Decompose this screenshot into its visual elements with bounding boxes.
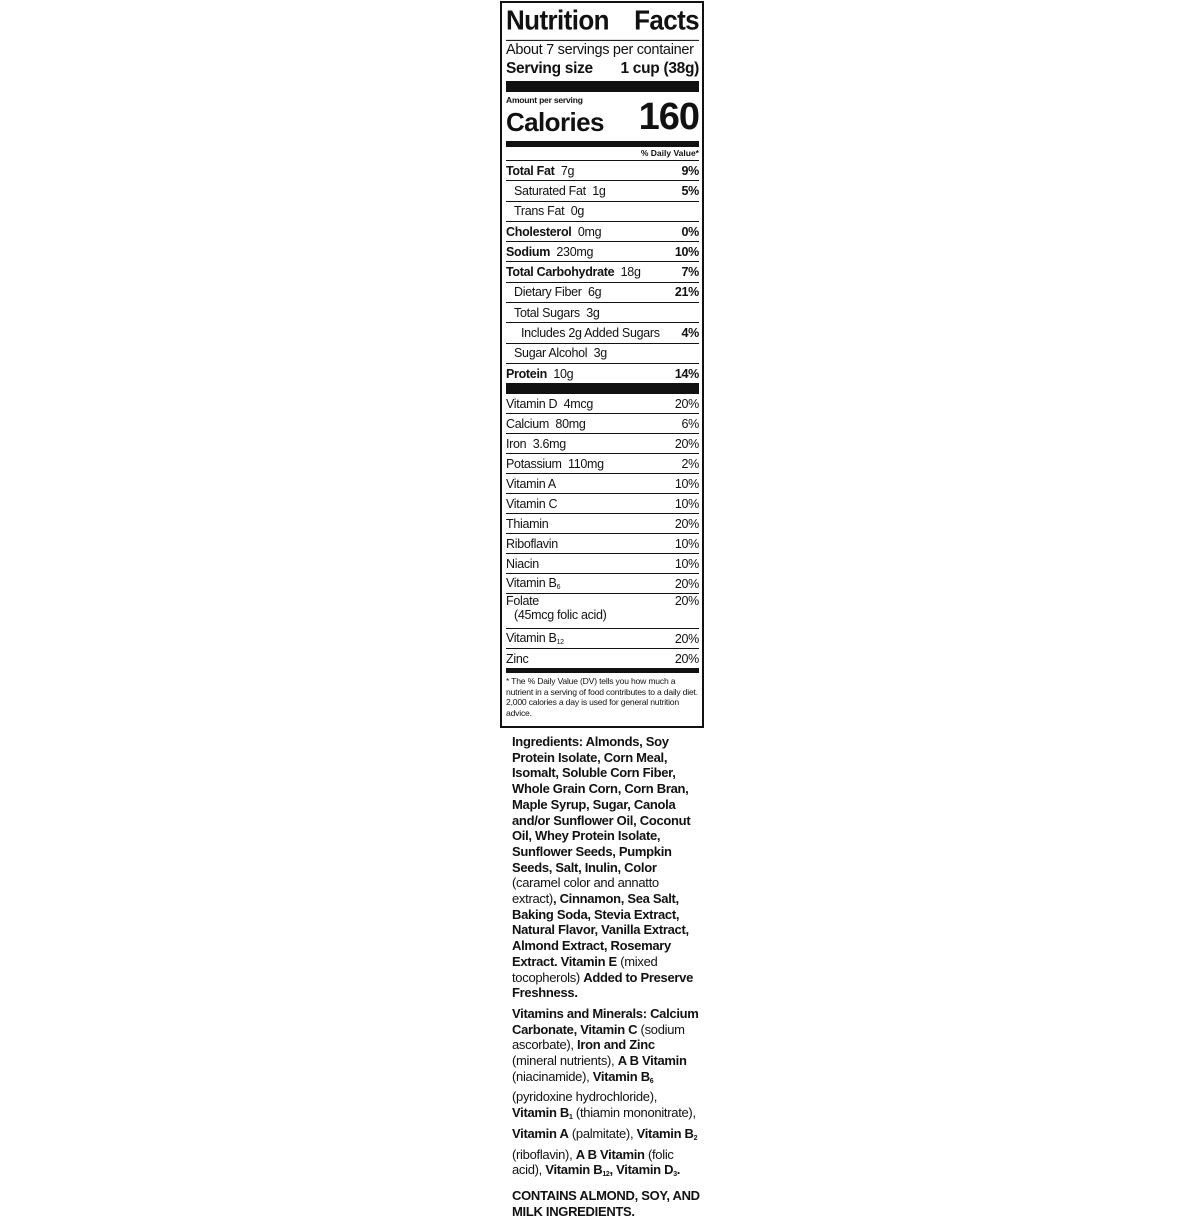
vitamin-label: Vitamin B — [506, 631, 557, 646]
ingredient-text: A B Vitamin — [617, 1053, 687, 1069]
footnote: * The % Daily Value (DV) tells you how much a nutrient in a serving of food contributes to a daily diet. 2,000 calories a day is used for general nutrition advice. — [506, 676, 698, 718]
ingredient-text: . — [676, 1162, 681, 1178]
nutrient-name — [506, 245, 593, 259]
vitamin-daily-value: 20% — [674, 631, 699, 646]
vitamin-subscript: 6 — [556, 584, 561, 592]
ingredient-text: (palmitate), — [568, 1125, 637, 1141]
vitamin-daily-value: 20% — [674, 516, 699, 531]
vitamin-name — [506, 437, 566, 451]
ingredient-text: (folic acid), — [512, 1146, 674, 1178]
ingredients-panel — [512, 734, 702, 1224]
vitamin-row — [506, 594, 699, 629]
vitamin-name — [506, 517, 548, 531]
ingredient-text: Vitamin B — [636, 1125, 694, 1141]
vitamin-daily-value: 6% — [681, 416, 699, 431]
ingredient-text: A B Vitamin — [575, 1146, 645, 1162]
nutrient-amount: 0g — [570, 204, 584, 219]
ingredient-text: (mineral nutrients), — [512, 1053, 618, 1069]
vitamin-label: Thiamin — [506, 516, 549, 531]
nutrient-list — [506, 161, 699, 383]
nutrient-row — [506, 344, 699, 364]
nutrient-row — [506, 262, 699, 282]
vitamins-minerals-list — [512, 1006, 702, 1183]
end-divider — [506, 668, 699, 673]
vitamin-name — [506, 497, 557, 511]
serving-size-label: Serving size — [506, 60, 593, 77]
nutrient-row — [506, 364, 699, 383]
vitamin-daily-value: 10% — [674, 556, 699, 571]
serving-size-value: 1 cup (38g) — [620, 60, 699, 77]
ingredient-text: (mixed tocopherols) — [512, 953, 658, 985]
vitamin-daily-value: 10% — [674, 496, 699, 511]
vitamin-daily-value: 20% — [674, 436, 699, 451]
nutrient-row — [506, 283, 699, 303]
vitamin-label: Riboflavin — [506, 536, 558, 551]
vitamin-daily-value: 20% — [674, 396, 699, 411]
ingredient-text: Ingredients: Almonds, Soy Protein Isolate, Corn Meal, Isomalt, Soluble Corn Fiber, Whole Grain Corn, Corn Bran, Maple Syrup, Sugar, Canola and/or Sunflower Oil, Coconut Oil, Whey Protein Isolate, Sunflower Seeds, Pumpkin Seeds, Salt, Inulin, Color — [512, 734, 691, 875]
vitamin-label: Vitamin C — [506, 496, 558, 511]
nutrient-row — [506, 303, 699, 323]
nutrient-name — [506, 346, 607, 360]
vitamin-row — [506, 629, 699, 649]
vitamin-name — [506, 397, 593, 411]
vitamin-name — [506, 594, 607, 622]
vitamin-label: Folate — [506, 594, 539, 609]
servings-per-container: About 7 servings per container — [506, 42, 694, 58]
daily-value-header: % Daily Value* — [506, 147, 699, 161]
ingredient-text: , Cinnamon, Sea Salt, Baking Soda, Stevia Extract, Natural Flavor, Vanilla Extract, Almond Extract, Rosemary Extract. Vitamin E — [512, 891, 689, 969]
ingredient-text: Vitamin B — [512, 1105, 570, 1121]
nutrient-row — [506, 202, 699, 222]
vitamin-label: Vitamin A — [506, 476, 556, 491]
serving-size-row — [506, 59, 699, 78]
vitamin-list — [506, 394, 699, 668]
nutrient-amount: 10g — [553, 366, 574, 381]
vitamin-row — [506, 534, 699, 554]
nutrient-amount: 7g — [560, 163, 575, 178]
nutrient-label: Protein — [506, 366, 547, 381]
vitamin-row — [506, 514, 699, 534]
vitamin-row — [506, 649, 699, 668]
ingredient-text: (pyridoxine hydrochloride), — [512, 1089, 658, 1105]
vitamin-note: (45mcg folic acid) — [514, 608, 607, 623]
calories-label: Calories — [506, 107, 604, 137]
label-title-left: Nutrition — [506, 4, 609, 36]
ingredients-list — [512, 734, 702, 1001]
vitamin-label: Zinc — [506, 651, 529, 666]
vitamin-daily-value: 10% — [674, 476, 699, 491]
ingredient-subscript: 3 — [673, 1171, 677, 1179]
thick-divider — [506, 81, 699, 92]
vitamin-label: Vitamin B — [506, 576, 557, 591]
vitamin-row — [506, 414, 699, 434]
ingredient-subscript: 6 — [649, 1077, 654, 1085]
vitamin-amount: 3.6mg — [532, 436, 566, 451]
vitamin-daily-value: 20% — [674, 594, 699, 609]
nutrient-label: Trans Fat — [514, 204, 565, 219]
ingredient-text: Vitamins and Minerals: Calcium Carbonate, Vitamin C — [512, 1005, 699, 1037]
vitamin-label: Iron — [506, 436, 527, 451]
vitamin-label: Potassium — [506, 456, 562, 471]
nutrient-label: Dietary Fiber — [514, 285, 582, 300]
vitamin-label: Vitamin D — [506, 396, 558, 411]
thick-divider — [506, 383, 699, 394]
vitamin-name — [506, 457, 604, 471]
vitamin-subscript: 12 — [556, 639, 564, 647]
vitamin-label: Calcium — [506, 416, 550, 431]
nutrition-facts-label — [500, 1, 704, 728]
ingredient-subscript: 2 — [693, 1134, 698, 1142]
vitamin-name — [506, 631, 564, 646]
nutrient-name — [506, 204, 584, 218]
vitamin-label: Niacin — [506, 556, 539, 571]
ingredient-text: Vitamin B — [592, 1068, 650, 1084]
nutrient-daily-value: 14% — [674, 366, 699, 381]
nutrient-daily-value: 5% — [681, 183, 699, 198]
nutrient-name — [506, 367, 573, 381]
ingredient-text: Vitamin D — [616, 1162, 674, 1178]
vitamin-name — [506, 537, 558, 551]
nutrient-label: Sugar Alcohol — [514, 346, 588, 361]
vitamin-amount: 80mg — [555, 416, 586, 431]
nutrient-label: Total Carbohydrate — [506, 265, 615, 280]
label-title-right: Facts — [634, 4, 699, 36]
nutrient-daily-value: 0% — [681, 224, 699, 239]
vitamin-name — [506, 417, 586, 431]
label-title — [506, 2, 699, 41]
ingredient-text: (niacinamide), — [512, 1068, 593, 1084]
nutrient-daily-value: 21% — [674, 285, 699, 300]
ingredient-text: Vitamin A — [512, 1125, 569, 1141]
amount-per-serving: Amount per serving — [506, 95, 583, 105]
nutrient-amount: 6g — [588, 285, 602, 300]
vitamin-name — [506, 557, 539, 571]
nutrient-name — [506, 285, 601, 299]
ingredient-text: (riboflavin), — [512, 1146, 576, 1162]
vitamin-row — [506, 434, 699, 454]
vitamin-name — [506, 477, 556, 491]
vitamin-name — [506, 652, 528, 666]
ingredient-subscript: 12 — [602, 1171, 610, 1179]
nutrient-amount: 3g — [593, 346, 607, 361]
vitamin-row — [506, 454, 699, 474]
nutrient-row — [506, 222, 699, 242]
vitamin-row — [506, 554, 699, 574]
ingredient-text: , — [609, 1162, 617, 1178]
nutrient-daily-value: 4% — [681, 326, 699, 341]
nutrient-label: Saturated Fat — [514, 183, 586, 198]
nutrient-daily-value: 7% — [681, 265, 699, 280]
nutrient-daily-value: 9% — [681, 163, 699, 178]
ingredient-text: (thiamin mononitrate), — [572, 1105, 696, 1121]
nutrient-label: Sodium — [506, 244, 551, 259]
ingredient-subscript: 1 — [569, 1114, 573, 1122]
vitamin-row — [506, 494, 699, 514]
ingredient-text: (caramel color and annatto extract) — [512, 875, 659, 907]
nutrient-amount: 230mg — [556, 244, 594, 259]
nutrient-name — [506, 184, 606, 198]
vitamin-row — [506, 394, 699, 414]
ingredient-text: Added to Preserve Freshness. — [512, 969, 694, 1001]
nutrient-name — [506, 164, 574, 178]
vitamin-row — [506, 574, 699, 594]
vitamin-daily-value: 2% — [681, 456, 699, 471]
nutrient-label: Total Fat — [506, 163, 555, 178]
calories-value: 160 — [638, 96, 699, 138]
nutrient-row — [506, 242, 699, 262]
ingredient-text: Iron and Zinc — [577, 1037, 655, 1053]
nutrient-row — [506, 161, 699, 181]
vitamin-daily-value: 20% — [674, 576, 699, 591]
allergen-statement: CONTAINS ALMOND, SOY, AND MILK INGREDIENTS. — [512, 1187, 700, 1219]
vitamin-daily-value: 20% — [674, 651, 699, 666]
nutrient-name — [506, 225, 601, 239]
nutrient-label: Cholesterol — [506, 224, 572, 239]
nutrient-amount: 0mg — [577, 224, 602, 239]
nutrient-name — [506, 326, 660, 340]
nutrient-name — [506, 306, 600, 320]
vitamin-amount: 110mg — [568, 456, 604, 471]
vitamin-row — [506, 474, 699, 494]
ingredient-text: Vitamin B — [545, 1162, 603, 1178]
nutrient-amount: 3g — [586, 305, 600, 320]
nutrient-row — [506, 181, 699, 201]
nutrient-daily-value: 10% — [674, 244, 699, 259]
vitamin-daily-value: 10% — [674, 536, 699, 551]
nutrient-row — [506, 323, 699, 343]
nutrient-amount: 1g — [592, 183, 606, 198]
vitamin-amount: 4mcg — [563, 396, 593, 411]
vitamin-name — [506, 576, 560, 591]
nutrient-amount: 18g — [620, 265, 641, 280]
nutrient-label: Includes 2g Added Sugars — [521, 326, 660, 341]
nutrient-label: Total Sugars — [514, 305, 580, 320]
nutrient-name — [506, 265, 641, 279]
ingredient-text: (sodium ascorbate), — [512, 1021, 685, 1053]
